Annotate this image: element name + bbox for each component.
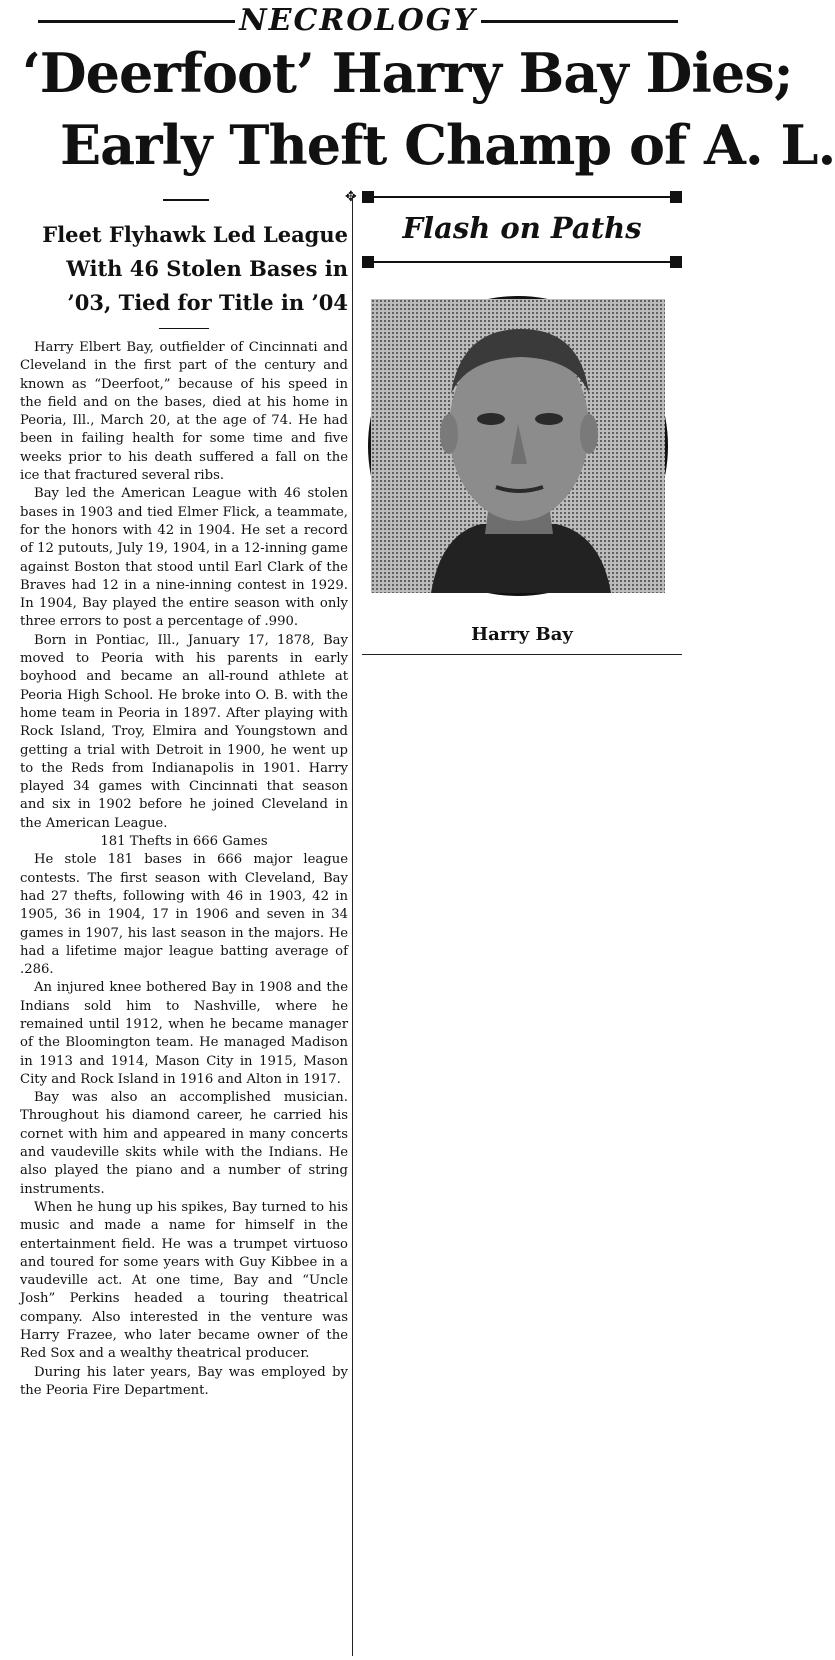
portrait-image	[371, 299, 665, 593]
section-kicker	[38, 4, 678, 38]
paragraph: He stole 181 bases in 666 major league contests. The first season with Cleveland, Bay had 27 thefts, following with 46 in 1903, 42 in 1905, 36 in 1904, 17 in 1906 and seven in 34 games in 1907, his last season in the majors. He had a lifetime major league batting average of .286.	[20, 852, 348, 978]
headline-line-2: Early Theft Champ of A. L.	[60, 113, 835, 177]
paragraph: When he hung up his spikes, Bay turned to his music and made a name for himself in the entertainment field. He was a trumpet virtuoso and toured for some years with Guy Kibbee in a vaudeville act. At one time, Bay and “Uncle Josh” Perkins headed a touring theatrical company. Also interested in the venture was Harry Frazee, who later became owner of the Red Sox and a wealthy theatrical producer.	[20, 1199, 348, 1362]
portrait-photo	[368, 296, 668, 596]
paragraph: Bay led the American League with 46 stolen bases in 1903 and tied Elmer Flick, a teammate, for the honors with 42 in 1904. He set a record of 12 putouts, July 19, 1904, in a 12-inning game against Boston that stood until Earl Clark of the Braves had 12 in a nine-inning contest in 1929. In 1904, Bay played the entire season with only three errors to post a percentage of .990.	[20, 486, 348, 630]
sidebar-box	[362, 190, 682, 269]
paragraph: Born in Pontiac, Ill., January 17, 1878, Bay moved to Peoria with his parents in early boyhood and became an all-round athlete at Peoria High School. He broke into O. B. with the home team in Peoria in 1897. After playing with Rock Island, Troy, Elmira and Youngstown and getting a trial with Detroit in 1900, he went up to the Reds from Indianapolis in 1901. Harry played 34 games with Cincinnati that season and six in 1902 before he joined Cleveland in the American League.	[20, 632, 348, 831]
kicker-rule-right	[481, 20, 678, 23]
paragraph: During his later years, Bay was employed by the Peoria Fire Department.	[20, 1364, 348, 1398]
ornament-icon: ✥	[345, 189, 357, 205]
kicker-label: NECROLOGY	[239, 3, 477, 38]
paragraph: Bay was also an accomplished musician. Throughout his diamond career, he carried his cornet with him and appeared in many concerts and vaudeville skits while with the Indians. He also played the piano and a number of string instruments.	[20, 1090, 348, 1197]
photo-caption: Harry Bay	[471, 624, 573, 645]
paragraph: Harry Elbert Bay, outfielder of Cincinnati and Cleveland in the first part of the century and known as “Deerfoot,” because of his speed in the field and on the bases, died at his home in Peoria, Ill., March 20, at the age of 74. He had been in failing health for some time and five weeks prior to his death suffered a fall on the ice that fractured several ribs.	[20, 340, 348, 484]
deck-line-3: ’03, Tied for Title in ’04	[67, 290, 348, 315]
article-subhead: 181 Thefts in 666 Games	[100, 834, 268, 850]
deck-rule	[159, 328, 209, 329]
deck-line-2: With 46 Stolen Bases in	[66, 256, 348, 281]
subheadline-deck	[20, 218, 348, 320]
sidebar-title: Flash on Paths	[402, 211, 642, 245]
sidebar-bottom-bar	[362, 255, 682, 269]
column-divider	[352, 196, 353, 1656]
article-body	[20, 339, 348, 1400]
sidebar-top-bar	[362, 190, 682, 204]
paragraph: An injured knee bothered Bay in 1908 and the Indians sold him to Nashville, where he remained until 1912, when he became manager of the Bloomington team. He managed Madison in 1913 and 1914, Mason City in 1915, Mason City and Rock Island in 1916 and Alton in 1917.	[20, 980, 348, 1087]
caption-rule	[362, 654, 682, 655]
headline-line-1: ‘Deerfoot’ Harry Bay Dies;	[22, 41, 793, 105]
article-column	[20, 218, 348, 1400]
deck-line-1: Fleet Flyhawk Led League	[42, 222, 348, 247]
left-column-top-rule	[163, 199, 209, 201]
kicker-rule-left	[38, 20, 235, 23]
